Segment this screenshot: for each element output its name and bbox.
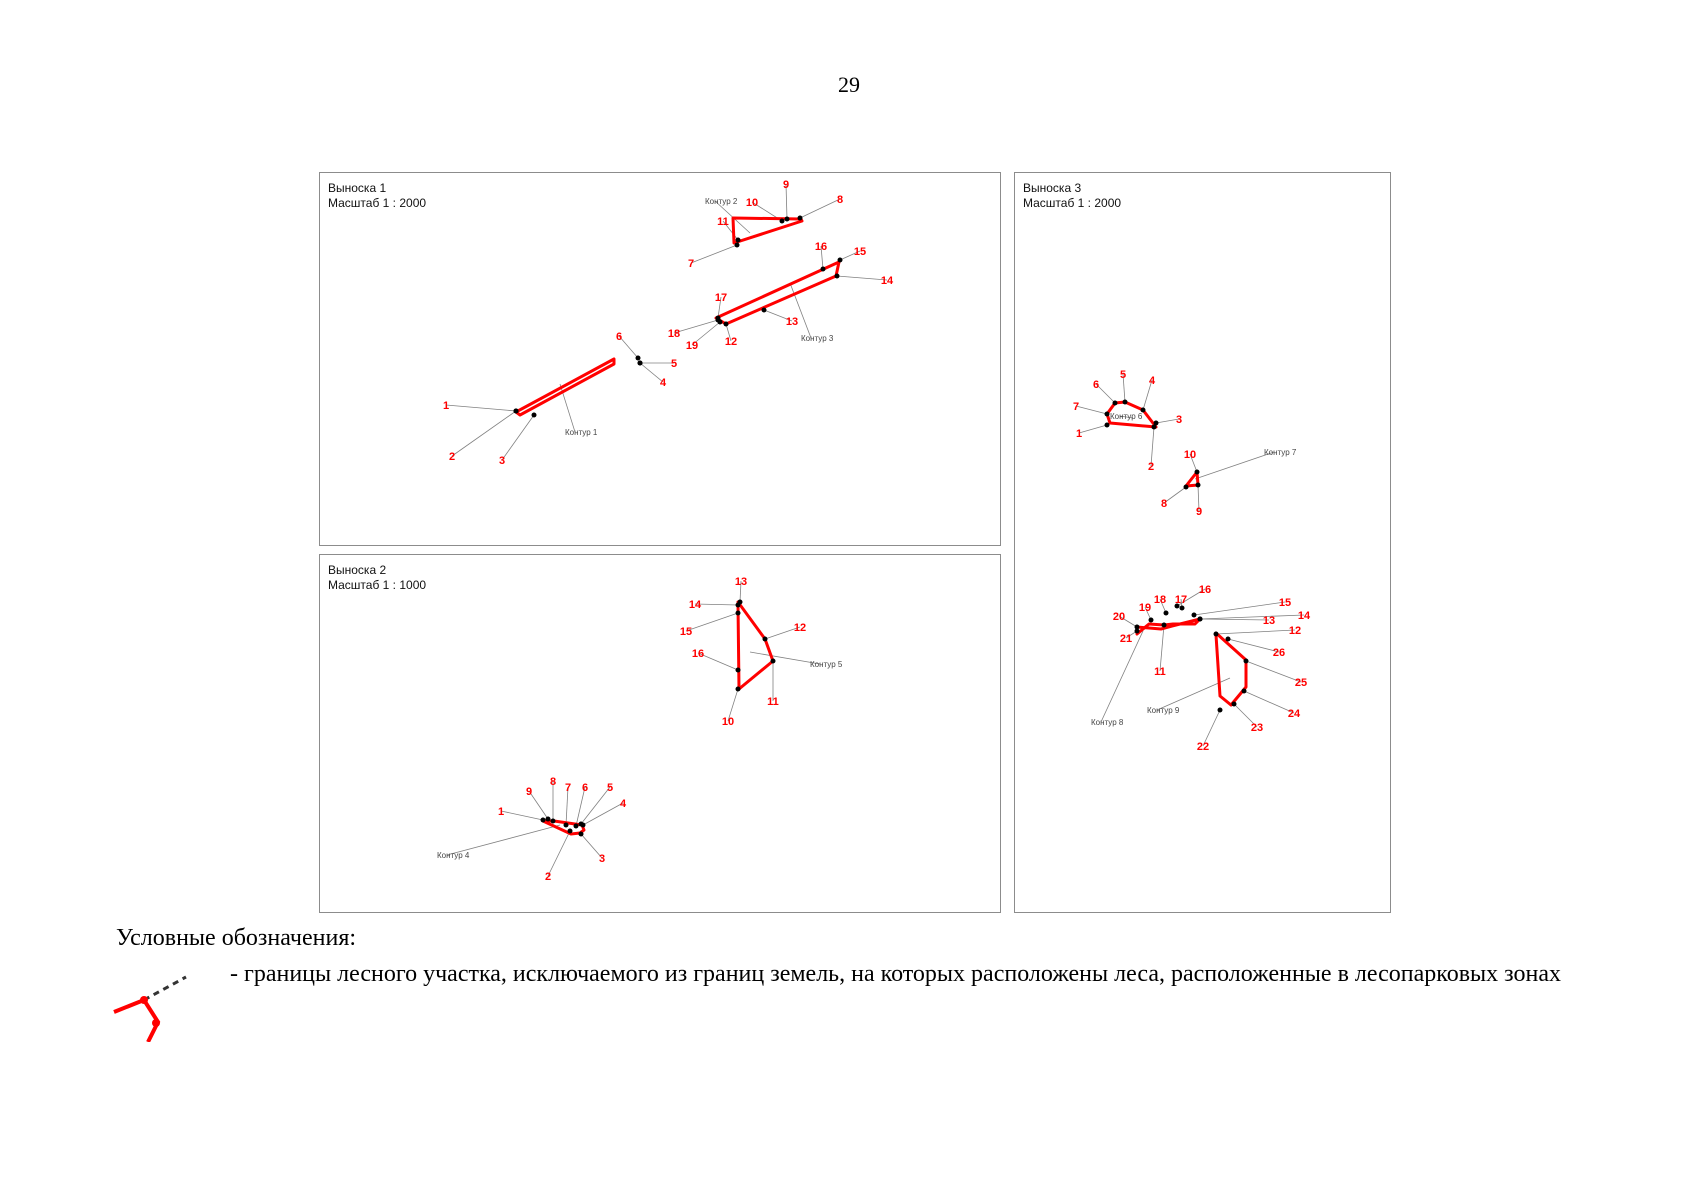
vertex-number: 12 [1288,625,1302,637]
vertex-point [579,822,584,827]
vertex-point [838,258,843,263]
panel-3-map [1015,173,1390,912]
vertex-number: 7 [564,782,572,794]
vertex-number: 16 [814,241,828,253]
contour-label: Контур 9 [1147,706,1180,715]
vertex-point [1162,623,1167,628]
vertex-number: 14 [880,275,894,287]
vertex-point [1123,400,1128,405]
vertex-number: 15 [679,626,693,638]
vertex-point [564,823,569,828]
vertex-point [835,274,840,279]
vertex-number: 4 [659,377,667,389]
vertex-number: 26 [1272,647,1286,659]
vertex-point [736,603,741,608]
vertex-point [638,361,643,366]
panel-3-title: Выноска 3 Масштаб 1 : 2000 [1023,181,1122,210]
vertex-number: 22 [1196,741,1210,753]
vertex-leader [548,831,570,876]
vertex-point [574,824,579,829]
vertex-number: 13 [734,576,748,588]
contour-label: Контур 1 [565,428,598,437]
vertex-point [1244,659,1249,664]
vertex-point [568,829,573,834]
vertex-number: 6 [615,331,623,343]
vertex-point [551,819,556,824]
contour-label: Контур 4 [437,851,470,860]
vertex-number: 7 [1072,401,1080,413]
legend-title: Условные обозначения: [116,925,357,951]
vertex-number: 16 [691,648,705,660]
vertex-number: 12 [793,622,807,634]
vertex-point [636,356,641,361]
vertex-point [736,238,741,243]
vertex-leader [695,604,738,605]
vertex-number: 5 [1119,369,1127,381]
vertex-point [763,637,768,642]
vertex-leader [1160,625,1164,671]
contour-label: Контур 3 [801,334,834,343]
vertex-number: 20 [1112,611,1126,623]
vertex-number: 24 [1287,708,1301,720]
contour-label: Контур 2 [705,197,738,206]
vertex-point [780,219,785,224]
vertex-number: 8 [549,776,557,788]
contour-label: Контур 7 [1264,448,1297,457]
callout-panel-3 [1014,172,1391,913]
vertex-number: 19 [685,340,699,352]
vertex-leader [1244,691,1294,713]
vertex-number: 13 [1262,615,1276,627]
vertex-point [1105,412,1110,417]
vertex-leader [686,613,738,631]
vertex-number: 17 [1174,594,1188,606]
vertex-number: 13 [785,316,799,328]
vertex-leader [1076,406,1107,414]
contour-label: Контур 5 [810,660,843,669]
vertex-point [736,687,741,692]
vertex-number: 5 [670,358,678,370]
vertex-point [798,216,803,221]
vertex-point [541,818,546,823]
vertex-leader [446,405,516,411]
vertex-point [724,322,729,327]
vertex-number: 18 [667,328,681,340]
vertex-point [762,308,767,313]
vertex-point [736,611,741,616]
vertex-leader [800,199,840,218]
vertex-point [735,243,740,248]
vertex-point [1198,617,1203,622]
vertex-number: 9 [782,179,790,191]
vertex-point [736,668,741,673]
vertex-point [546,817,551,822]
vertex-number: 21 [1119,633,1133,645]
vertex-leader [502,415,534,460]
vertex-number: 15 [853,246,867,258]
vertex-point [1226,637,1231,642]
vertex-number: 9 [1195,506,1203,518]
vertex-point [771,659,776,664]
vertex-number: 2 [544,871,552,883]
vertex-number: 11 [717,216,729,228]
vertex-point [514,409,519,414]
vertex-number: 1 [1075,428,1083,440]
vertex-number: 10 [721,716,735,728]
vertex-point [718,320,723,325]
vertex-number: 2 [448,451,456,463]
page-number: 29 [838,72,860,97]
vertex-leader [1194,602,1285,615]
vertex-number: 10 [745,197,759,209]
vertex-leader [501,811,543,820]
vertex-number: 9 [525,786,533,798]
vertex-number: 1 [497,806,505,818]
vertex-point [1149,618,1154,623]
vertex-leader [691,245,737,263]
vertex-number: 15 [1278,597,1292,609]
vertex-number: 11 [1154,666,1166,678]
vertex-point [1232,702,1237,707]
vertex-number: 19 [1138,602,1152,614]
vertex-point [1105,423,1110,428]
boundary-legend-icon [112,962,192,1042]
vertex-number: 14 [1297,610,1311,622]
vertex-leader [674,320,718,333]
vertex-point [1164,611,1169,616]
vertex-point [1135,629,1140,634]
vertex-point [785,217,790,222]
vertex-leader [837,276,887,280]
contour-boundary [1216,633,1246,705]
vertex-leader [1164,487,1186,503]
contour-boundary [738,602,773,689]
callout-panel-1 [319,172,1001,546]
vertex-point [821,267,826,272]
vertex-point [1154,421,1159,426]
vertex-leader [452,411,516,456]
vertex-point [579,832,584,837]
vertex-point [1180,606,1185,611]
vertex-point [1195,470,1200,475]
contour-boundary [1137,619,1200,634]
vertex-number: 4 [1148,375,1156,387]
panel-2-title: Выноска 2 Масштаб 1 : 1000 [328,563,427,592]
vertex-number: 10 [1183,449,1197,461]
callout-panel-2 [319,554,1001,913]
vertex-number: 3 [1175,414,1183,426]
vertex-number: 3 [598,853,606,865]
panel-2-map [320,555,1000,912]
vertex-point [1184,485,1189,490]
vertex-number: 18 [1153,594,1167,606]
vertex-point [1192,613,1197,618]
vertex-number: 8 [1160,498,1168,510]
vertex-point [1218,708,1223,713]
vertex-number: 11 [767,696,779,708]
vertex-number: 25 [1294,677,1308,689]
vertex-leader [1200,619,1269,620]
vertex-point [1242,689,1247,694]
vertex-number: 7 [687,258,695,270]
vertex-point [1113,401,1118,406]
vertex-leader [1216,630,1295,634]
contour-label: Контур 6 [1110,412,1143,421]
panel-1-map [320,173,1000,545]
vertex-number: 3 [498,455,506,467]
legend-description: - границы лесного участка, исключаемого из границ земель, на которых расположены леса, расположенные в лесопарковых зонах [230,961,1562,987]
vertex-number: 4 [619,798,627,810]
vertex-number: 2 [1147,461,1155,473]
contour-label: Контур 8 [1091,718,1124,727]
contour-boundary [716,262,839,324]
vertex-point [532,413,537,418]
vertex-point [1196,483,1201,488]
vertex-number: 12 [724,336,738,348]
contour-boundary [516,359,614,415]
panel-1-title: Выноска 1 Масштаб 1 : 2000 [328,181,427,210]
vertex-point [1214,632,1219,637]
contour-leader [1195,452,1274,479]
vertex-number: 5 [606,782,614,794]
vertex-leader [1246,661,1301,682]
vertex-number: 1 [442,400,450,412]
vertex-number: 17 [714,292,728,304]
vertex-number: 16 [1198,584,1212,596]
vertex-leader [1200,615,1304,619]
vertex-number: 8 [836,194,844,206]
vertex-number: 14 [688,599,702,611]
vertex-leader [1079,425,1107,433]
vertex-number: 6 [1092,379,1100,391]
contour-boundary [733,218,802,243]
vertex-number: 6 [581,782,589,794]
vertex-number: 23 [1250,722,1264,734]
